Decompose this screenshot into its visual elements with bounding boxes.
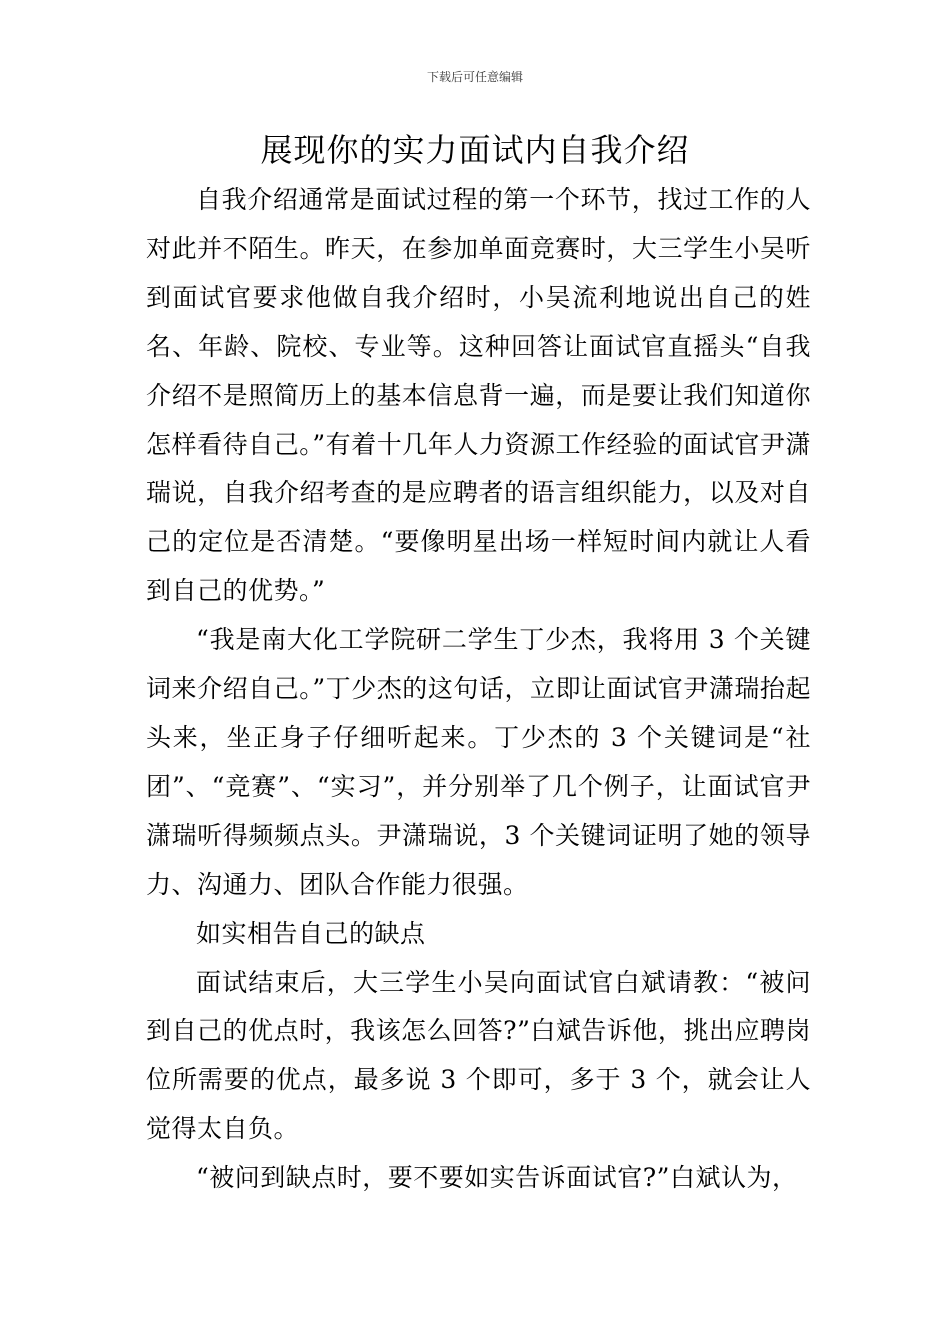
paragraph: 自我介绍通常是面试过程的第一个环节，找过工作的人对此并不陌生。昨天，在参加单面竞赛时，大三学生小吴听到面试官要求他做自我介绍时，小吴流利地说出自己的姓名、年龄、院校、专业等。这种回答让面试官直摇头“自我介绍不是照简历上的基本信息背一遍，而是要让我们知道你怎样看待自己。”有着十几年人力资源工作经验的面试官尹潇瑞说，自我介绍考查的是应聘者的语言组织能力，以及对自己的定位是否清楚。“要像明星出场一样短时间内就让人看到自己的优势。”	[146, 185, 811, 606]
paragraph: “被问到缺点时，要不要如实告诉面试官?”白斌认为，	[196, 1163, 798, 1193]
page-title: 展现你的实力面试内自我介绍	[260, 131, 690, 169]
body-text	[146, 176, 811, 1203]
header-note: 下载后可任意编辑	[426, 70, 523, 84]
section-heading: 如实相告自己的缺点	[196, 918, 426, 948]
paragraph: “我是南大化工学院研二学生丁少杰，我将用 3 个关键词来介绍自己。”丁少杰的这句话，立即让面试官尹潇瑞抬起头来，坐正身子仔细听起来。丁少杰的 3 个关键词是“社团”、“竞赛”、“实习”，并分别举了几个例子，让面试官尹潇瑞听得频频点头。尹潇瑞说，3 个关键词证明了她的领导力、沟通力、团队合作能力很强。	[146, 625, 811, 899]
paragraph: 面试结束后，大三学生小吴向面试官白斌请教：“被问到自己的优点时，我该怎么回答?”白斌告诉他，挑出应聘岗位所需要的优点，最多说 3 个即可，多于 3 个，就会让人觉得太自负。	[146, 967, 811, 1144]
